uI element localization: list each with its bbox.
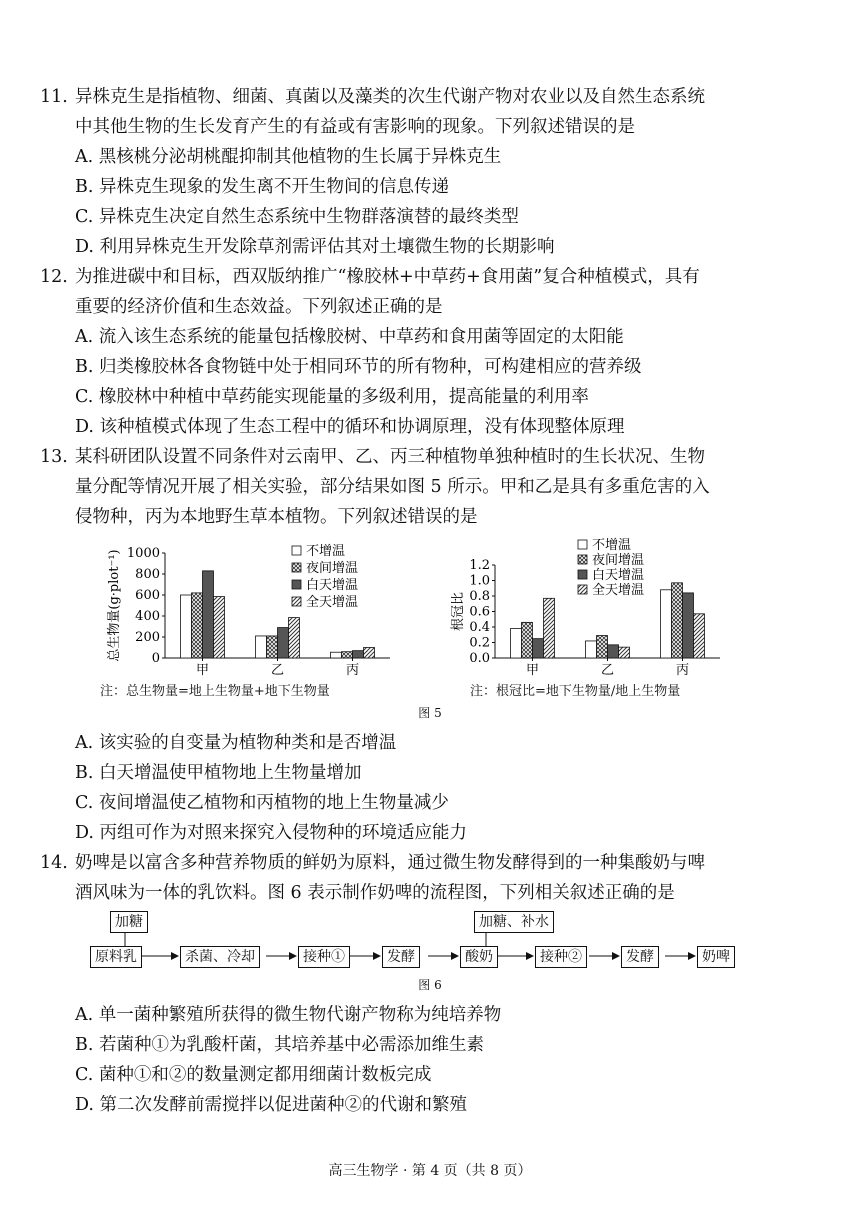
figure-5-right-note: 注：根冠比=地下生物量/地上生物量 — [470, 684, 681, 699]
legend-swatch-1 — [292, 563, 301, 572]
flow-step-milk-beer: 奶啤 — [697, 946, 735, 968]
y-tick-label: 800 — [135, 567, 160, 582]
figure-5-caption: 图 5 — [418, 706, 442, 720]
legend-swatch-2 — [578, 570, 587, 579]
y-tick-label: 1.0 — [469, 573, 490, 589]
bar-丙-1 — [342, 652, 353, 658]
y-tick-label: 1000 — [126, 546, 160, 561]
question-13-option-d: D. 丙组可作为对照来探究入侵物种的环境适应能力 — [75, 823, 468, 843]
legend-label-0: 不增温 — [306, 544, 346, 559]
legend-label-2: 白天增温 — [592, 568, 645, 583]
legend-label-1: 夜间增温 — [306, 561, 359, 576]
bar-乙-2 — [278, 628, 289, 658]
question-11-stem-line2: 中其他生物的生长发育产生的有益或有害影响的现象。下列叙述错误的是 — [75, 117, 635, 137]
legend-swatch-3 — [292, 597, 301, 606]
question-13-option-b: B. 白天增温使甲植物地上生物量增加 — [75, 763, 362, 783]
legend-label-3: 全天增温 — [592, 583, 645, 598]
question-14-option-d: D. 第二次发酵前需搅拌以促进菌种②的代谢和繁殖 — [75, 1095, 468, 1115]
question-14-stem-line1: 奶啤是以富含多种营养物质的鲜奶为原料，通过微生物发酵得到的一种集酸奶与啤 — [75, 853, 705, 873]
question-14-number: 14. — [40, 853, 68, 873]
question-14-stem-line2: 酒风味为一体的乳饮料。图 6 表示制作奶啤的流程图，下列相关叙述正确的是 — [75, 883, 675, 903]
question-12-option-d: D. 该种植模式体现了生态工程中的循环和协调原理，没有体现整体原理 — [75, 417, 625, 437]
question-14-option-c: C. 菌种①和②的数量测定都用细菌计数板完成 — [75, 1065, 432, 1085]
bar-丙-2 — [683, 593, 694, 658]
bar-丙-2 — [353, 651, 364, 658]
bar-乙-3 — [619, 647, 630, 658]
question-11-option-d: D. 利用异株克生开发除草剂需评估其对土壤微生物的长期影响 — [75, 237, 555, 257]
y-tick-label: 0.6 — [469, 604, 490, 620]
flow-add-sugar: 加糖 — [110, 911, 148, 933]
question-12-option-a: A. 流入该生态系统的能量包括橡胶树、中草药和食用菌等固定的太阳能 — [75, 327, 624, 347]
question-13-option-c: C. 夜间增温使乙植物和丙植物的地上生物量减少 — [75, 793, 449, 813]
y-tick-label: 200 — [135, 630, 160, 645]
legend-swatch-1 — [578, 555, 587, 564]
bar-甲-2 — [533, 639, 544, 658]
bar-甲-1 — [192, 593, 203, 658]
x-tick-label: 甲 — [195, 663, 210, 678]
chart-total-biomass — [106, 544, 390, 678]
y-tick-label: 0.8 — [469, 589, 490, 604]
question-13-stem-line2: 量分配等情况开展了相关实验，部分结果如图 5 所示。甲和乙是具有多重危害的入 — [75, 477, 710, 497]
question-12-option-b: B. 归类橡胶林各食物链中处于相同环节的所有物种，可构建相应的营养级 — [75, 357, 642, 377]
legend-label-3: 全天增温 — [306, 595, 359, 610]
legend-label-1: 夜间增温 — [592, 553, 645, 568]
y-tick-label: 0 — [151, 651, 160, 666]
question-13-number: 13. — [40, 447, 68, 467]
question-12-number: 12. — [40, 267, 68, 287]
x-tick-label: 乙 — [270, 663, 285, 678]
question-11-option-c: C. 异株克生决定自然生态系统中生物群落演替的最终类型 — [75, 207, 519, 227]
bar-乙-2 — [608, 645, 619, 658]
y-axis-label: 总生物量(g·plot⁻¹) — [107, 549, 122, 662]
flow-step-inoculate-1: 接种① — [298, 946, 350, 968]
question-13-option-a: A. 该实验的自变量为植物种类和是否增温 — [75, 733, 397, 753]
bar-甲-0 — [511, 629, 522, 658]
question-11-option-a: A. 黑核桃分泌胡桃醌抑制其他植物的生长属于异株克生 — [75, 147, 502, 167]
question-13-stem-line3: 侵物种，丙为本地野生草本植物。下列叙述错误的是 — [75, 507, 478, 527]
bar-甲-1 — [522, 622, 533, 658]
question-14-option-b: B. 若菌种①为乳酸杆菌，其培养基中必需添加维生素 — [75, 1035, 484, 1055]
y-tick-label: 0.2 — [469, 635, 490, 651]
figure-5-charts — [0, 530, 860, 705]
flow-step-ferment-1: 发酵 — [382, 946, 420, 968]
y-axis-label: 根冠比 — [451, 591, 466, 632]
y-tick-label: 0.4 — [469, 620, 490, 635]
flow-step-yogurt: 酸奶 — [460, 946, 498, 968]
bar-丙-3 — [694, 614, 705, 658]
question-12-stem-line1: 为推进碳中和目标，西双版纳推广“橡胶林+中草药+食用菌”复合种植模式，具有 — [75, 267, 700, 287]
flow-step-ferment-2: 发酵 — [621, 946, 659, 968]
bar-丙-3 — [364, 648, 375, 659]
legend-swatch-0 — [292, 546, 301, 555]
bar-乙-1 — [597, 636, 608, 658]
y-tick-label: 0.0 — [469, 651, 490, 666]
y-tick-label: 400 — [135, 609, 160, 624]
legend-swatch-2 — [292, 580, 301, 589]
flow-step-inoculate-2: 接种② — [535, 946, 587, 968]
flow-step-raw-milk: 原料乳 — [90, 946, 142, 968]
x-tick-label: 甲 — [525, 663, 540, 678]
x-tick-label: 乙 — [600, 663, 615, 678]
y-tick-label: 600 — [135, 588, 160, 603]
legend-label-0: 不增温 — [592, 538, 632, 553]
figure-5-left-note: 注：总生物量=地上生物量+地下生物量 — [100, 684, 330, 699]
question-14-option-a: A. 单一菌种繁殖所获得的微生物代谢产物称为纯培养物 — [75, 1005, 502, 1025]
question-11-stem-line1: 异株克生是指植物、细菌、真菌以及藻类的次生代谢产物对农业以及自然生态系统 — [75, 87, 705, 107]
bar-甲-0 — [181, 595, 192, 658]
bar-丙-1 — [672, 583, 683, 658]
question-11-option-b: B. 异株克生现象的发生离不开生物间的信息传递 — [75, 177, 449, 197]
legend-swatch-3 — [578, 585, 587, 594]
page-footer: 高三生物学 · 第 4 页（共 8 页） — [328, 1163, 532, 1179]
bar-乙-3 — [289, 618, 300, 658]
question-12-option-c: C. 橡胶林中种植中草药能实现能量的多级利用，提高能量的利用率 — [75, 387, 589, 407]
flow-add-sugar-water: 加糖、补水 — [474, 911, 554, 933]
x-tick-label: 丙 — [675, 663, 690, 678]
bar-甲-2 — [203, 571, 214, 658]
question-12-stem-line2: 重要的经济价值和生态效益。下列叙述正确的是 — [75, 297, 443, 317]
question-13-stem-line1: 某科研团队设置不同条件对云南甲、乙、丙三种植物单独种植时的生长状况、生物 — [75, 447, 705, 467]
figure-6-caption: 图 6 — [418, 978, 442, 992]
bar-乙-1 — [267, 636, 278, 658]
bar-丙-0 — [331, 652, 342, 658]
flow-step-sterilize-cool: 杀菌、冷却 — [180, 946, 260, 968]
legend-label-2: 白天增温 — [306, 578, 359, 593]
bar-乙-0 — [586, 641, 597, 658]
bar-甲-3 — [214, 597, 225, 658]
chart-root-shoot-ratio — [450, 538, 720, 678]
legend-swatch-0 — [578, 540, 587, 549]
question-11-number: 11. — [40, 87, 68, 107]
bar-乙-0 — [256, 636, 267, 658]
y-tick-label: 1.2 — [469, 558, 490, 573]
bar-甲-3 — [544, 598, 555, 658]
x-tick-label: 丙 — [345, 663, 360, 678]
bar-丙-0 — [661, 590, 672, 658]
